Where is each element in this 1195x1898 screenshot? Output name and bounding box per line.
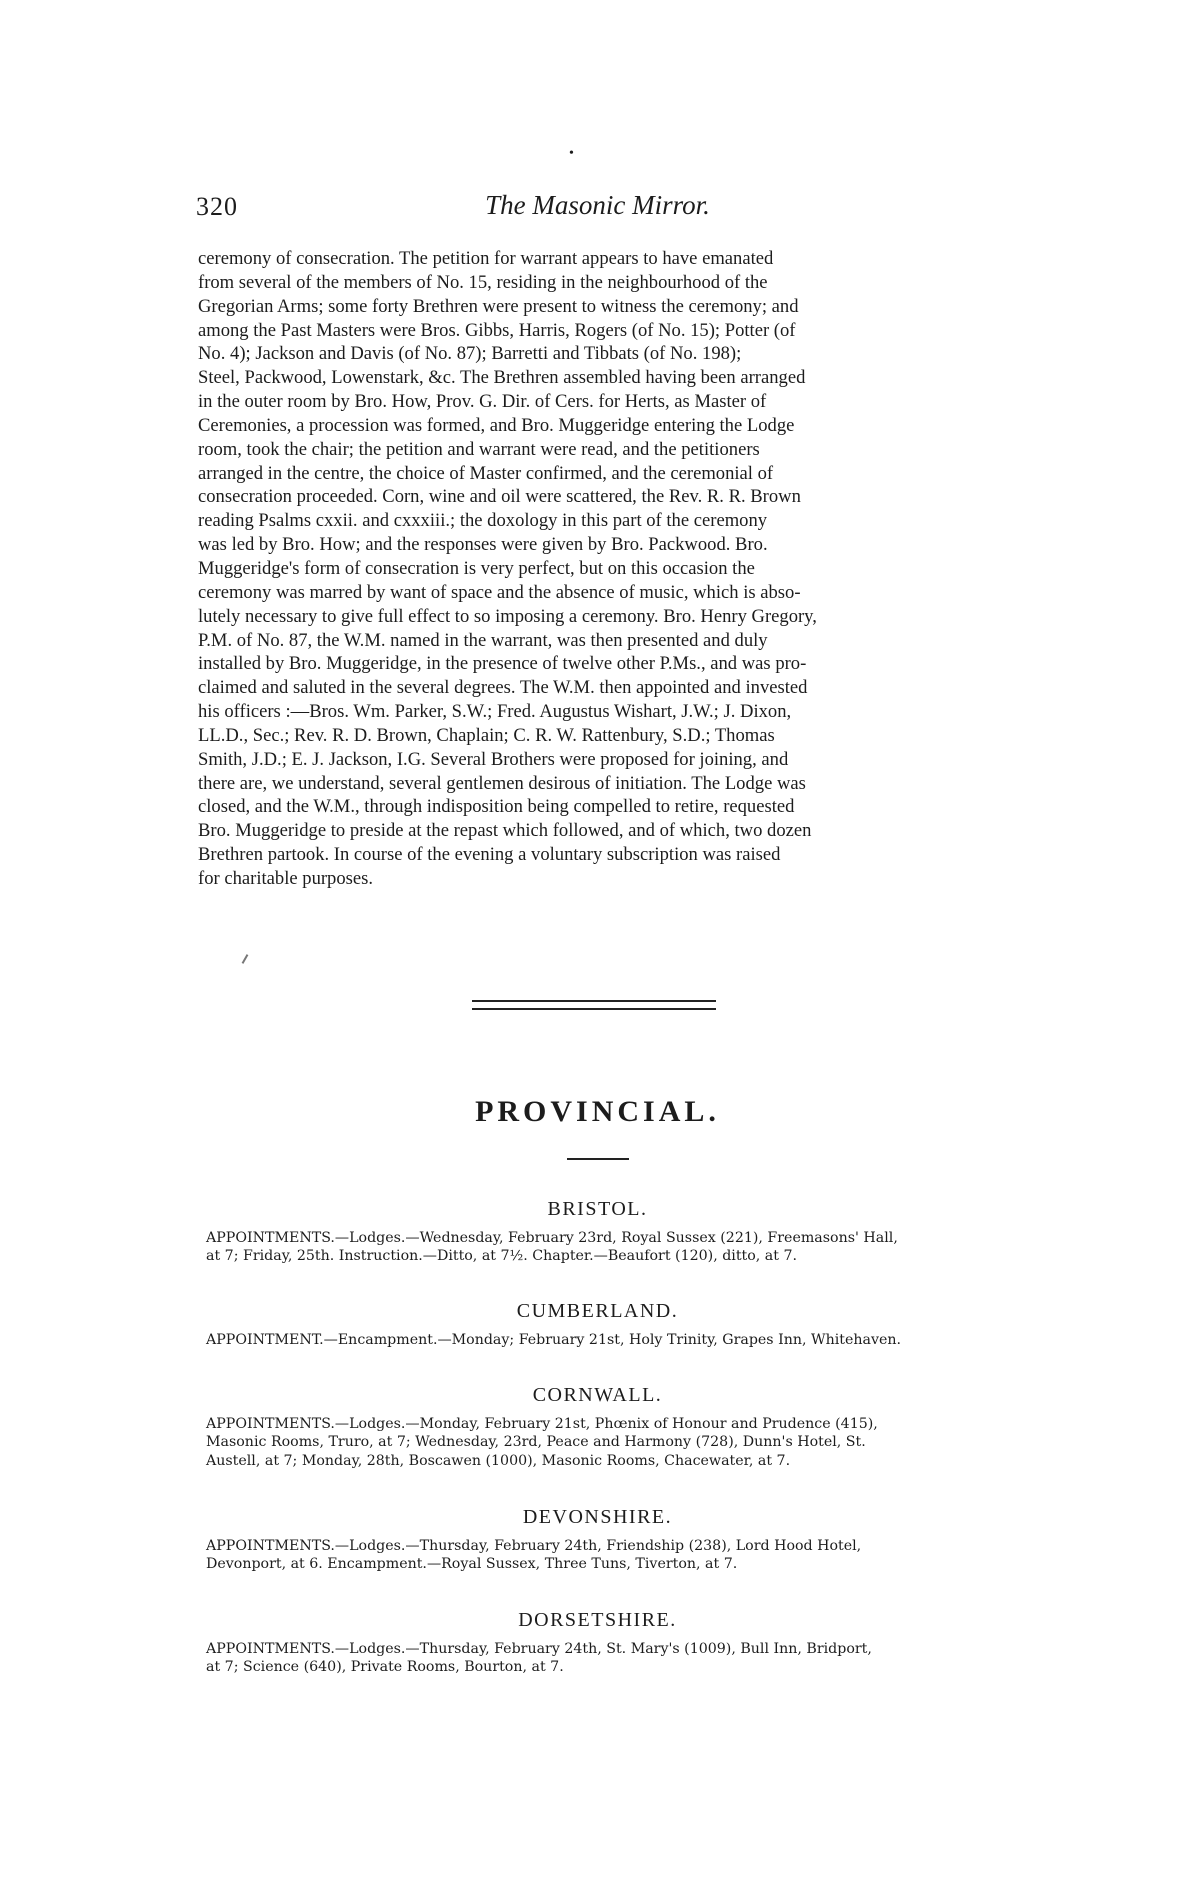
notice-line: Masonic Rooms, Truro, at 7; Wednesday, 23rd, Peace and Harmony (728), Dunn's Hotel, St.: [206, 1434, 866, 1451]
article-line: lutely necessary to give full effect to so imposing a ceremony. Bro. Henry Gregory,: [198, 605, 817, 627]
article-line: No. 4); Jackson and Davis (of No. 87); Barretti and Tibbats (of No. 198);: [198, 343, 742, 365]
article-line: among the Past Masters were Bros. Gibbs, Harris, Rogers (of No. 15); Potter (of: [198, 319, 796, 341]
article-line: from several of the members of No. 15, residing in the neighbourhood of the: [198, 271, 768, 293]
county-heading-bristol: BRISTOL.: [547, 1198, 648, 1220]
notice-line: at 7; Friday, 25th. Instruction.—Ditto, at 7½. Chapter.—Beaufort (120), ditto, at 7.: [206, 1248, 798, 1265]
article-line: installed by Bro. Muggeridge, in the presence of twelve other P.Ms., and was pro-: [198, 653, 807, 675]
section-divider-rule: [472, 1000, 716, 1002]
article-line: Ceremonies, a procession was formed, and Bro. Muggeridge entering the Lodge: [198, 414, 795, 436]
county-heading-devonshire: DEVONSHIRE.: [522, 1506, 673, 1528]
article-line: was led by Bro. How; and the responses were given by Bro. Packwood. Bro.: [198, 534, 768, 556]
running-title: The Masonic Mirror.: [485, 190, 710, 220]
article-line: ceremony of consecration. The petition for warrant appears to have emanated: [198, 248, 774, 269]
article-line: Gregorian Arms; some forty Brethren were present to witness the ceremony; and: [198, 295, 799, 317]
notice-line: APPOINTMENTS.—Lodges.—Monday, February 21st, Phœnix of Honour and Prudence (415),: [206, 1416, 878, 1432]
county-notice-cumberland: [206, 1331, 996, 1349]
article-line: claimed and saluted in the several degrees. The W.M. then appointed and invested: [198, 677, 808, 699]
stray-ink-mark: [242, 954, 249, 964]
notice-line: at 7; Science (640), Private Rooms, Bourton, at 7.: [206, 1659, 564, 1676]
article-line: LL.D., Sec.; Rev. R. D. Brown, Chaplain; C. R. W. Rattenbury, S.D.; Thomas: [198, 724, 775, 746]
article-line: ceremony was marred by want of space and the absence of music, which is abso-: [198, 581, 801, 603]
county-notice-dorsetshire: [206, 1640, 996, 1677]
notice-line: APPOINTMENTS.—Lodges.—Wednesday, February 23rd, Royal Sussex (221), Freemasons' Hall,: [206, 1230, 898, 1246]
article-line: Brethren partook. In course of the evening a voluntary subscription was raised: [198, 844, 781, 866]
notice-line: APPOINTMENT.—Encampment.—Monday; February 21st, Holy Trinity, Grapes Inn, Whitehaven.: [206, 1332, 902, 1348]
article-line: P.M. of No. 87, the W.M. named in the warrant, was then presented and duly: [198, 629, 768, 651]
notice-line: Austell, at 7; Monday, 28th, Boscawen (1000), Masonic Rooms, Chacewater, at 7.: [206, 1452, 791, 1469]
county-notice-devonshire: [206, 1537, 996, 1574]
article-line: for charitable purposes.: [198, 867, 374, 889]
page-number: 320: [196, 192, 238, 221]
top-printer-mark: •: [569, 146, 574, 161]
article-line: Muggeridge's form of consecration is very perfect, but on this occasion the: [198, 557, 755, 579]
article-line: consecration proceeded. Corn, wine and oil were scattered, the Rev. R. R. Brown: [198, 486, 801, 508]
county-heading-cornwall: CORNWALL.: [532, 1384, 663, 1406]
article-line: Smith, J.D.; E. J. Jackson, I.G. Several Brothers were proposed for joining, and: [198, 748, 789, 770]
county-notice-cornwall: [206, 1415, 996, 1470]
article-line: room, took the chair; the petition and warrant were read, and the petitioners: [198, 438, 760, 460]
article-line: arranged in the centre, the choice of Master confirmed, and the ceremonial of: [198, 462, 774, 484]
notice-line: APPOINTMENTS.—Lodges.—Thursday, February 24th, St. Mary's (1009), Bull Inn, Bridport,: [206, 1641, 872, 1657]
article-line: Bro. Muggeridge to preside at the repast which followed, and of which, two dozen: [198, 820, 812, 842]
article-line: in the outer room by Bro. How, Prov. G. Dir. of Cers. for Herts, as Master of: [198, 391, 767, 413]
article-line: reading Psalms cxxii. and cxxxiii.; the doxology in this part of the ceremony: [198, 510, 768, 532]
county-notice-bristol: [206, 1229, 996, 1266]
heading-rule: [567, 1158, 629, 1160]
article-line: closed, and the W.M., through indisposition being compelled to retire, requested: [198, 796, 795, 818]
notice-line: Devonport, at 6. Encampment.—Royal Sussex, Three Tuns, Tiverton, at 7.: [206, 1556, 738, 1573]
article-line: his officers :—Bros. Wm. Parker, S.W.; Fred. Augustus Wishart, J.W.; J. Dixon,: [198, 701, 792, 723]
article-body: [198, 247, 998, 891]
article-line: there are, we understand, several gentlemen desirous of initiation. The Lodge was: [198, 772, 806, 794]
notice-line: APPOINTMENTS.—Lodges.—Thursday, February 24th, Friendship (238), Lord Hood Hotel,: [206, 1538, 862, 1554]
county-heading-dorsetshire: DORSETSHIRE.: [518, 1609, 677, 1631]
section-heading: PROVINCIAL.: [475, 1095, 720, 1128]
section-divider-rule: [472, 1008, 716, 1010]
county-heading-cumberland: CUMBERLAND.: [516, 1300, 679, 1322]
article-line: Steel, Packwood, Lowenstark, &c. The Brethren assembled having been arranged: [198, 367, 806, 389]
